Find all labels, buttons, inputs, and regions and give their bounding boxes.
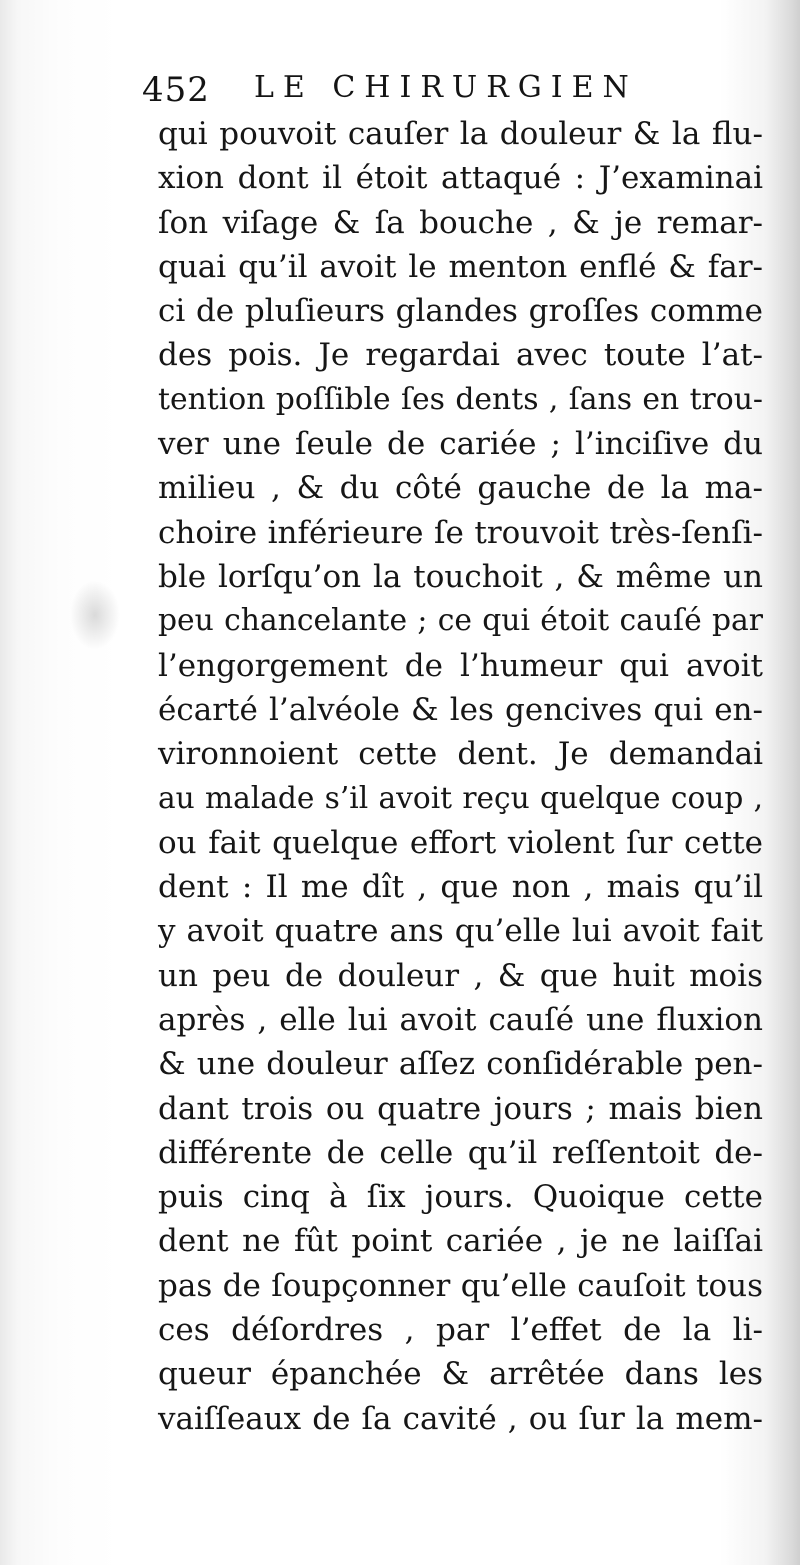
text-line: queur épanchée & arrêtée dans les (158, 1356, 763, 1393)
text-line: quai qu’il avoit le menton enflé & far- (158, 248, 763, 285)
text-line: ble lorſqu’on la touchoit , & même un (158, 558, 763, 595)
text-line: l’engorgement de l’humeur qui avoit (158, 647, 763, 684)
text-line: ou fait quelque effort violent ſur cette (158, 824, 763, 861)
text-line: un peu de douleur , & que huit mois (158, 957, 763, 994)
text-line: tention poſſible ſes dents , ſans en trou- (158, 381, 763, 417)
text-line: dant trois ou quatre jours ; mais bien (158, 1090, 763, 1127)
text-line: ver une ſeule de cariée ; l’inciſive du (158, 426, 763, 463)
text-line: peu chancelante ; ce qui étoit cauſé par (158, 603, 763, 639)
body-text (158, 112, 763, 1441)
text-line: pas de ſoupçonner qu’elle cauſoit tous (158, 1267, 763, 1304)
page-header (142, 66, 762, 116)
text-line: xion dont il étoit attaqué : J’examinai (158, 160, 763, 197)
text-line: au malade s’il avoit reçu quelque coup , (158, 781, 763, 816)
text-line: qui pouvoit cauſer la douleur & la flu- (158, 116, 763, 152)
text-line: des pois. Je regardai avec toute l’at- (158, 337, 763, 374)
text-line: après , elle lui avoit cauſé une fluxion (158, 1001, 763, 1038)
text-line: choire inférieure ſe trouvoit très-ſenſi- (158, 514, 763, 551)
text-line: & une douleur aſſez conſidérable pen- (158, 1046, 763, 1083)
text-line: ci de pluſieurs glandes groſſes comme (158, 293, 763, 330)
text-line: écarté l’alvéole & les gencives qui en- (158, 691, 763, 728)
text-line: puis cinq à ſix jours. Quoique cette (158, 1179, 763, 1216)
text-line: vaiſſeaux de ſa cavité , ou ſur la mem- (158, 1400, 763, 1437)
text-line: ces déſordres , par l’effet de la li- (158, 1312, 763, 1349)
text-line: différente de celle qu’il reſſentoit de- (158, 1134, 763, 1171)
running-head: LE CHIRURGIEN (254, 70, 638, 105)
text-line: y avoit quatre ans qu’elle lui avoit fait (158, 913, 763, 950)
text-line: milieu , & du côté gauche de la ma- (158, 470, 763, 507)
page-number: 452 (142, 70, 210, 110)
ink-bleed-spot (70, 580, 120, 650)
text-line: dent ne fût point cariée , je ne laiſſai (158, 1223, 763, 1260)
text-line: vironnoient cette dent. Je demandai (158, 736, 763, 773)
text-line: ſon viſage & ſa bouche , & je remar- (158, 204, 763, 241)
text-line: dent : Il me dît , que non , mais qu’il (158, 869, 763, 906)
